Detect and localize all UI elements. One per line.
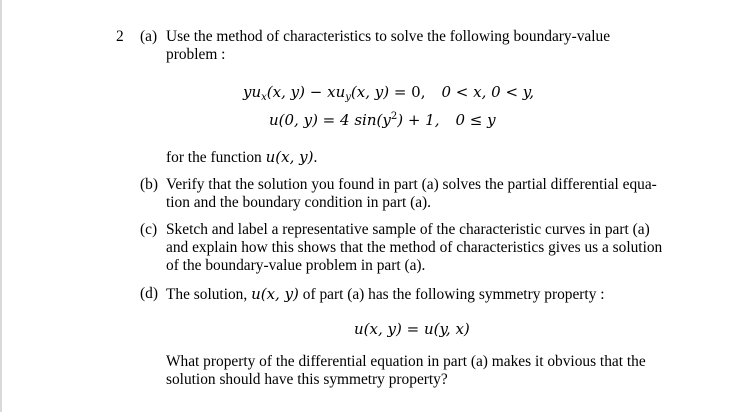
eq2-rhs: ) + 1, — [397, 111, 440, 129]
eq1-y: y — [243, 83, 252, 101]
eq1-sub-x: x — [261, 92, 267, 103]
eq2-domain: 0 ≤ y — [455, 111, 496, 129]
part-c-text-line1: Sketch and label a representative sample of the characteristic curves in part (a) — [166, 221, 650, 238]
part-a-text-line1: Use the method of characteristics to solve the following boundary-value — [166, 28, 611, 45]
eq2-exponent: 2 — [390, 111, 398, 122]
part-a-after-math: u(x, y) — [265, 148, 314, 166]
eq1-rhs: = 0, — [389, 83, 426, 101]
eq1-args2: (x, y) — [350, 83, 390, 101]
part-d-label: (d) — [140, 285, 158, 302]
symmetry-equation: u(x, y) = u(y, x) — [354, 320, 470, 338]
question-number: 2 — [116, 28, 124, 45]
eq1-args: (x, y) — [266, 83, 305, 101]
eq1-sub-y: y — [345, 92, 351, 103]
part-d-text-line1 — [166, 285, 605, 304]
part-a-after-prefix: for the function — [166, 149, 266, 166]
part-c-text-line2: and explain how this shows that the method of characteristics gives us a solution — [166, 239, 663, 256]
part-d-text-post: of part (a) has the following symmetry property : — [298, 286, 605, 303]
part-d-text-pre: The solution, — [166, 286, 252, 303]
eq1-u: u — [251, 83, 262, 101]
part-c-text-line3: of the boundary-value problem in part (a). — [166, 257, 426, 274]
part-d-text-line3: solution should have this symmetry property? — [166, 371, 448, 388]
part-d-text-line2: What property of the differential equation in part (a) makes it obvious that the — [166, 353, 646, 370]
part-a-after-text — [166, 148, 317, 167]
part-a-after-end: . — [313, 149, 318, 166]
part-b-text-line2: tion and the boundary condition in part (a). — [166, 194, 431, 211]
eq2-lhs: u(0, y) = 4 sin(y — [269, 111, 391, 129]
part-a-text-line2: problem : — [166, 46, 226, 63]
part-b-text-line1: Verify that the solution you found in part (a) solves the partial differential equa- — [166, 176, 657, 193]
part-a-label: (a) — [140, 28, 158, 45]
eq1-minus: − — [304, 83, 328, 101]
part-c-label: (c) — [140, 221, 158, 238]
eq1-u2: u — [335, 83, 346, 101]
part-d-text-math: u(x, y) — [251, 285, 299, 303]
eq1-domain: 0 < x, 0 < y, — [441, 83, 535, 101]
boundary-condition — [269, 108, 496, 129]
eq1-x: x — [327, 83, 336, 101]
part-b-label: (b) — [140, 176, 158, 193]
pde-equation — [243, 83, 534, 107]
